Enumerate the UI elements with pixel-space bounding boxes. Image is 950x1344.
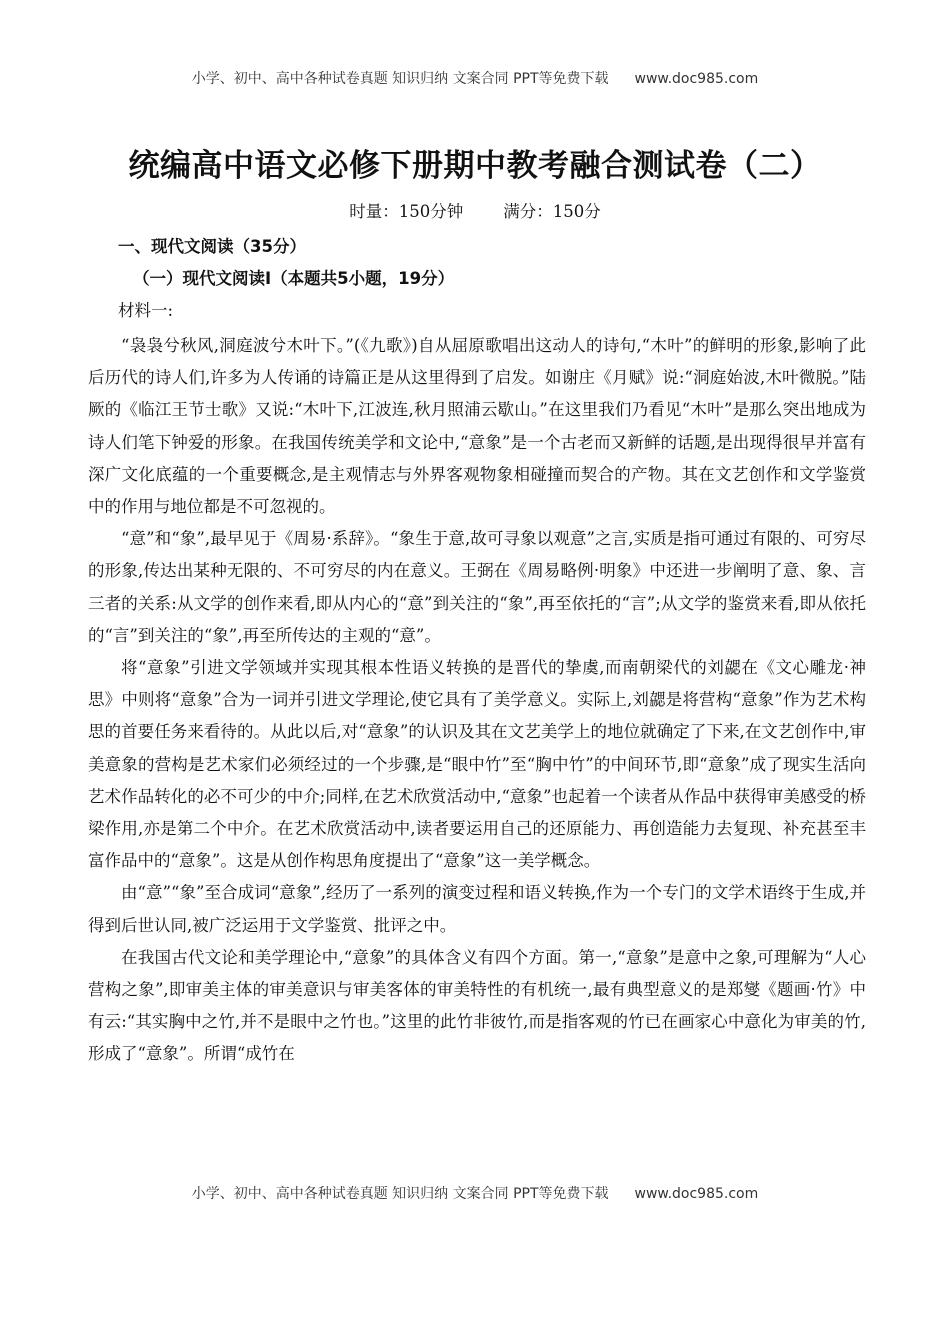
exam-score: 满分：150分 [503,202,601,221]
passage-paragraph: 由“意”“象”至合成词“意象”,经历了一系列的演变过程和语义转换,作为一个专门的文学术语终于生成,并得到后世认同,被广泛运用于文学鉴赏、批评之中。 [88,883,866,935]
exam-time: 时量：150分钟 [349,202,464,221]
footer-text: 小学、初中、高中各种试卷真题 知识归纳 文案合同 PPT等免费下载 [191,1186,609,1202]
header-site-link[interactable]: www.doc985.com [634,71,759,87]
section-heading: 一、现代文阅读（35分） [118,237,306,256]
footer-site-link[interactable]: www.doc985.com [634,1186,759,1202]
page-title: 统编高中语文必修下册期中教考融合测试卷（二） [128,148,822,184]
exam-meta [0,198,950,222]
reading-passage [88,330,866,1071]
passage-paragraph: “袅袅兮秋风,洞庭波兮木叶下。”(《九歌》)自从屈原歌唱出这动人的诗句,“木叶”的鲜明的形象,影响了此后历代的诗人们,许多为人传诵的诗篇正是从这里得到了启发。如谢庄《月赋》说:“洞庭始波,木叶微脱。”陆厥的《临江王节士歌》又说:“木叶下,江波连,秋月照浦云歇山。”在这里我们乃看见“木叶”是那么突出地成为诗人们笔下钟爱的形象。在我国传统美学和文论中,“意象”是一个古老而又新鲜的话题,是出现得很早并富有深广文化底蕴的一个重要概念,是主观情志与外界客观物象相碰撞而契合的产物。其在文艺创作和文学鉴赏中的作用与地位都是不可忽视的。 [88,336,866,517]
page-footer [0,1183,950,1203]
header-text: 小学、初中、高中各种试卷真题 知识归纳 文案合同 PPT等免费下载 [191,71,609,87]
passage-paragraph: 将“意象”引进文学领域并实现其根本性语义转换的是晋代的挚虞,而南朝梁代的刘勰在《文心雕龙·神思》中则将“意象”合为一词并引进文学理论,使它具有了美学意义。实际上,刘勰是将营构“意象”作为艺术构思的首要任务来看待的。从此以后,对“意象”的认识及其在文艺美学上的地位就确定了下来,在文艺创作中,审美意象的营构是艺术家们必须经过的一个步骤,是“眼中竹”至“胸中竹”的中间环节,即“意象”成了现实生活向艺术作品转化的必不可少的中介;同样,在艺术欣赏活动中,“意象”也起着一个读者从作品中获得审美感受的桥梁作用,亦是第二个中介。在艺术欣赏活动中,读者要运用自己的还原能力、再创造能力去复现、补充甚至丰富作品中的“意象”。这是从创作构思角度提出了“意象”这一美学概念。 [88,658,866,871]
passage-paragraph: 在我国古代文论和美学理论中,“意象”的具体含义有四个方面。第一,“意象”是意中之象,可理解为“人心营构之象”,即审美主体的审美意识与审美客体的审美特性的有机统一,最有典型意义的是郑燮《题画·竹》中有云:“其实胸中之竹,并不是眼中之竹也。”这里的此竹非彼竹,而是指客观的竹已在画家心中意化为审美的竹,形成了“意象”。所谓“成竹在 [88,947,866,1064]
material-label: 材料一: [118,301,174,320]
subsection-heading: （一）现代文阅读Ⅰ（本题共5小题，19分） [133,269,455,288]
page-header [0,68,950,88]
passage-paragraph: “意”和“象”,最早见于《周易·系辞》。“象生于意,故可寻象以观意”之言,实质是指可通过有限的、可穷尽的形象,传达出某种无限的、不可穷尽的内在意义。王弼在《周易略例·明象》中还进一步阐明了意、象、言三者的关系:从文学的创作来看,即从内心的“意”到关注的“象”,再至依托的“言”;从文学的鉴赏来看,即从依托的“言”到关注的“象”,再至所传达的主观的“意”。 [88,529,866,645]
